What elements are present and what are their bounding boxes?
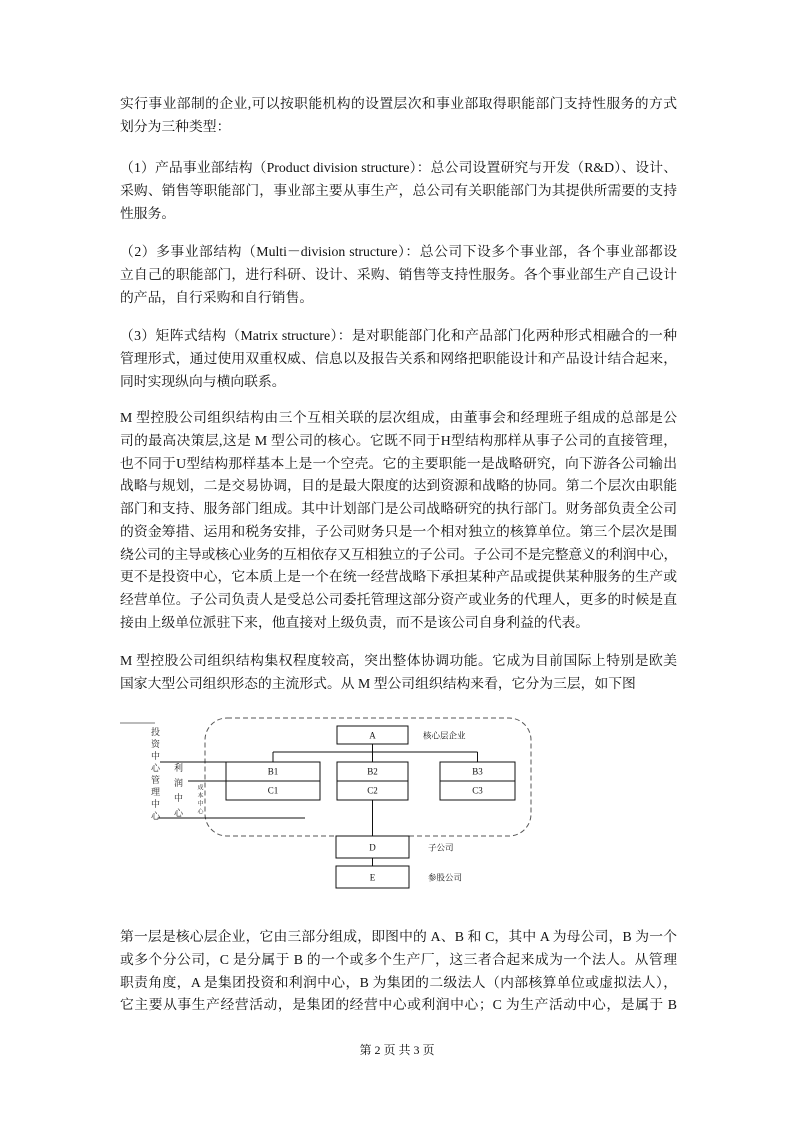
page-footer: 第 2 页 共 3 页 <box>359 1043 435 1057</box>
text-line: 实行事业部制的企业,可以按职能机构的设置层次和事业部取得职能部门支持性服务的方式 <box>120 96 677 111</box>
node-c2-label: C2 <box>367 785 378 796</box>
node-c3-label: C3 <box>472 785 483 796</box>
org-structure-diagram <box>110 710 550 900</box>
text-line: 它主要从事生产经营活动，是集团的经营中心或利润中心；C 为生产活动中心，是属于 B <box>120 997 677 1013</box>
text-line: M 型控股公司组织结构由三个互相关联的层次组成，由董事会和经理班子组成的总部是公 <box>120 410 677 425</box>
text-line: 部门和支持、服务部门组成。其中计划部门是公司战略研究的执行部门。财务部负责全公司 <box>120 501 677 516</box>
paragraph-intro <box>120 93 677 139</box>
paragraph-core-layer <box>120 926 677 1017</box>
text-line: 同时实现纵向与横向联系。 <box>120 373 286 389</box>
text-line: （2）多事业部结构（Multi－division structure）：总公司下设多个事业部，各个事业部都设 <box>120 244 677 259</box>
text-line: 国家大型公司组织形态的主流形式。从 M 型公司组织结构来看，它分为三层，如下图 <box>120 675 636 691</box>
text-line: 第一层是核心层企业，它由三部分组成，即图中的 A、B 和 C，其中 A 为母公司，B 为一个 <box>120 929 677 944</box>
cost-center-label: 成本中心 <box>196 784 202 816</box>
text-line: 更不是投资中心，它本质上是一个在统一经营战略下承担某种产品或提供某种服务的生产或 <box>120 569 677 585</box>
text-line: 经营单位。子公司负责人是受总公司委托管理这部分资产或业务的代理人，更多的时候是直 <box>120 592 677 607</box>
text-line: 也不同于U型结构那样基本上是一个空壳。它的主要职能一是战略研究，向下游各公司输出 <box>120 455 677 471</box>
subsidiary-label: 子公司 <box>428 842 454 853</box>
text-line: 战略与规划，二是交易协调，目的是最大限度的达到资源和战略的协同。第二个层次由职能 <box>120 478 677 494</box>
text-line: M 型控股公司组织结构集权程度较高，突出整体协调功能。它成为目前国际上特别是欧美 <box>120 653 677 668</box>
paragraph-m-structure-layers <box>120 407 677 635</box>
investment-center-label: 投资中心管理中心 <box>150 727 160 823</box>
node-b1-label: B1 <box>267 766 279 777</box>
node-b3-label: B3 <box>472 766 483 777</box>
text-line: 或多个分公司，C 是分属于 B 的一个或多个生产厂，这三者合起来成为一个法人。从管理 <box>120 951 677 967</box>
text-line: 的资金筹措、运用和税务安排，子公司财务只是一个相对独立的核算单位。第三个层次是围 <box>120 523 677 539</box>
text-line: 立自己的职能部门，进行科研、设计、采购、销售等支持性服务。各个事业部生产自己设计 <box>120 266 677 282</box>
text-line: （3）矩阵式结构（Matrix structure）：是对职能部门化和产品部门化两种形式相融合的一种 <box>120 328 677 343</box>
text-line: （1）产品事业部结构（Product division structure）：总公司设置研究与开发（R&D）、设计、 <box>120 160 677 175</box>
paragraph-multi-division <box>120 241 677 309</box>
paragraph-m-structure-summary <box>120 650 677 696</box>
paragraph-matrix <box>120 325 677 393</box>
text-line: 采购、销售等职能部门，事业部主要从事生产，总公司有关职能部门为其提供所需要的支持 <box>120 182 677 198</box>
affiliate-label: 参股公司 <box>428 872 463 883</box>
text-line: 职责角度，A 是集团投资和利润中心，B 为集团的二级法人（内部核算单位或虚拟法人）， <box>120 974 677 990</box>
node-d-label: D <box>369 842 376 853</box>
text-line: 司的最高决策层,这是 M 型公司的核心。它既不同于H型结构那样从事子公司的直接管理， <box>120 432 677 448</box>
paragraph-product-division <box>120 157 677 225</box>
node-a-label: A <box>369 730 376 741</box>
core-layer-label: 核心层企业 <box>423 730 466 741</box>
text-line: 管理形式，通过使用双重权威、信息以及报告关系和网络把职能设计和产品设计结合起来， <box>120 350 677 366</box>
node-e-label: E <box>369 872 376 883</box>
text-line: 划分为三种类型： <box>120 118 231 134</box>
text-line: 接由上级单位派驻下来，他直接对上级负责，而不是该公司自身利益的代表。 <box>120 614 590 630</box>
text-line: 性服务。 <box>120 205 176 221</box>
text-line: 绕公司的主导或核心业务的互相依存又互相独立的子公司。子公司不是完整意义的利润中心， <box>120 546 677 562</box>
node-c1-label: C1 <box>267 785 279 796</box>
text-line: 的产品，自行采购和自行销售。 <box>120 289 314 305</box>
profit-center-label: 利润中心 <box>173 763 183 823</box>
node-b2-label: B2 <box>367 766 378 777</box>
